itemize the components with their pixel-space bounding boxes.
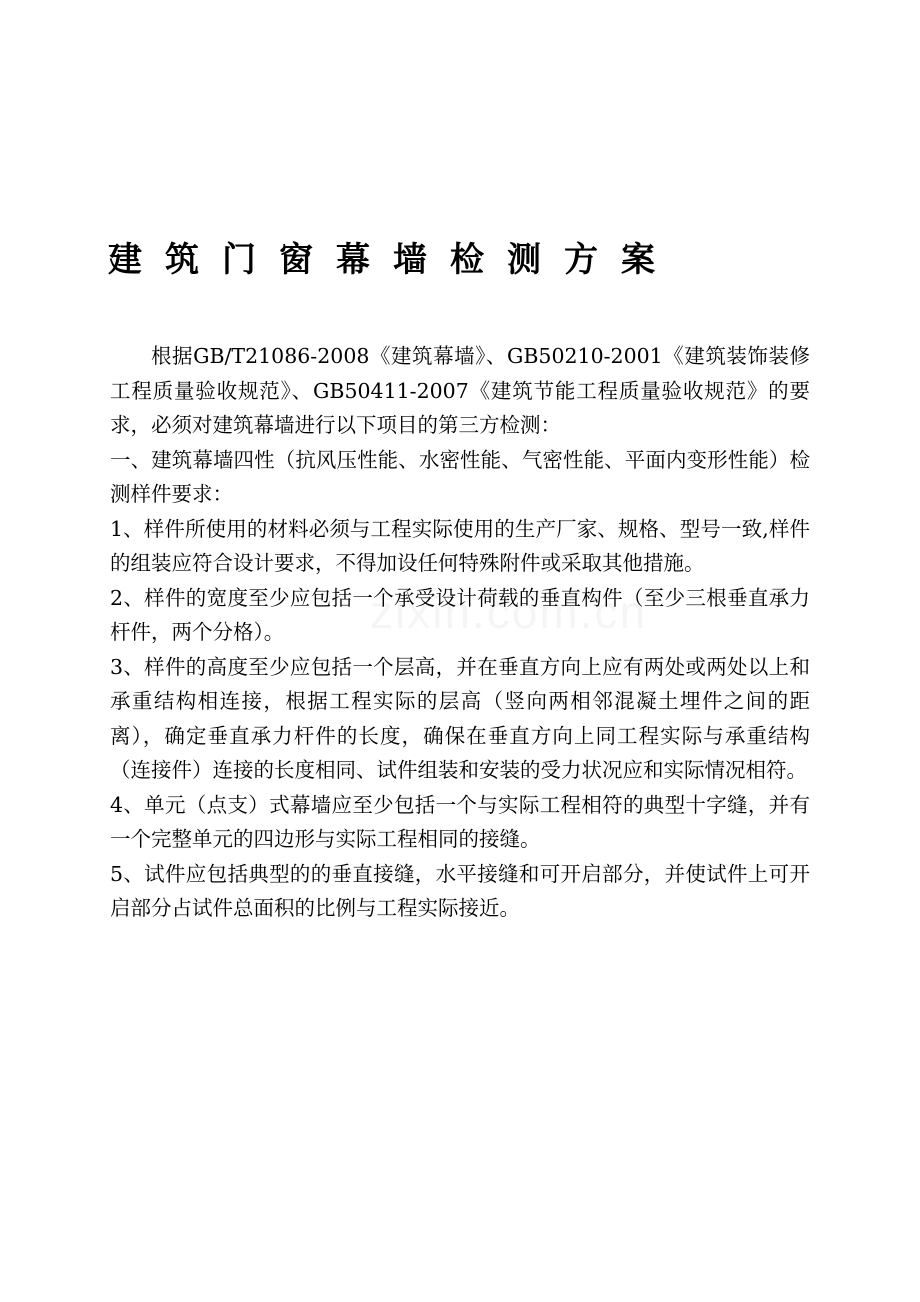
requirement-item-3: 3、样件的高度至少应包括一个层高，并在垂直方向上应有两处或两处以上和承重结构相连接，根据工程实际的层高（竖向两相邻混凝土埋件之间的距离），确定垂直承力杆件的长度，确保在垂直方向上同工程实际与承重结构（连接件）连接的长度相同、试件组装和安装的受力状况应和实际情况相符。 [110,654,810,782]
document-title: 建筑门窗幕墙检测方案 [108,240,678,280]
intro-paragraph: 根据GB/T21086-2008《建筑幕墙》、GB50210-2001《建筑装饰装修工程质量验收规范》、GB50411-2007《建筑节能工程质量验收规范》的要求，必须对建筑幕墙进行以下项目的第三方检测： [110,344,810,437]
section-heading-1: 一、建筑幕墙四性（抗风压性能、水密性能、气密性能、平面内变形性能）检测样件要求： [110,447,810,506]
requirement-item-4: 4、单元（点支）式幕墙应至少包括一个与实际工程相符的典型十字缝，并有一个完整单元的四边形与实际工程相同的接缝。 [110,792,810,851]
requirement-item-1: 1、样件所使用的材料必须与工程实际使用的生产厂家、规格、型号一致,样件的组装应符合设计要求，不得加设任何特殊附件或采取其他措施。 [110,516,810,575]
document-body [110,339,810,926]
requirement-item-5: 5、试件应包括典型的的垂直接缝，水平接缝和可开启部分，并使试件上可开启部分占试件总面积的比例与工程实际接近。 [110,861,810,920]
requirement-item-2: 2、样件的宽度至少应包括一个承受设计荷载的垂直构件（至少三根垂直承力杆件，两个分格）。 [110,585,810,644]
